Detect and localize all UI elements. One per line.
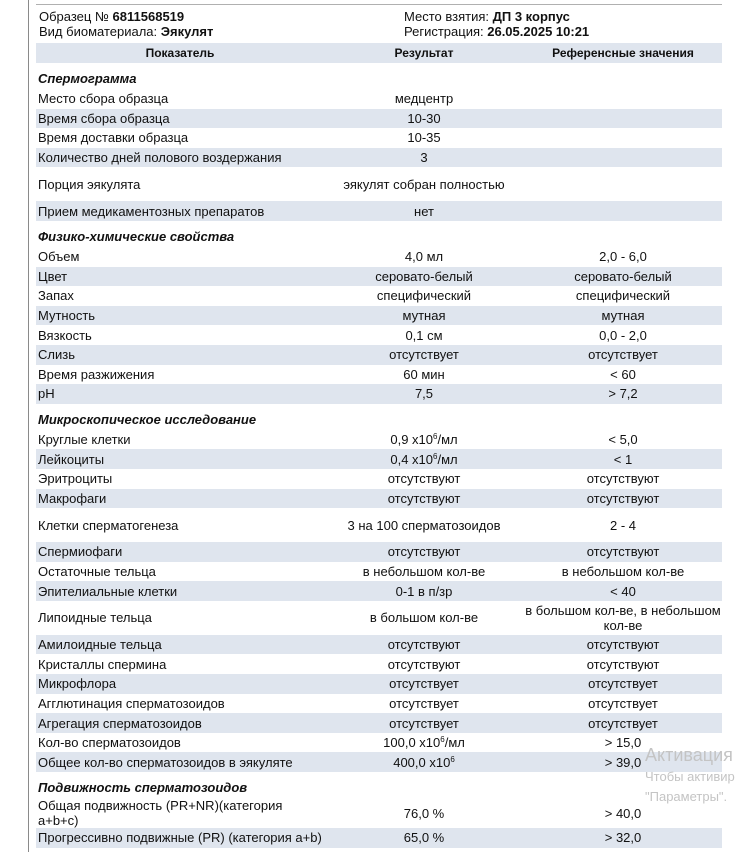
result-value bbox=[324, 601, 524, 635]
result-value bbox=[324, 267, 524, 287]
table-row bbox=[36, 508, 722, 542]
table-row bbox=[36, 562, 722, 582]
table-row bbox=[36, 89, 722, 109]
indicator-name: Кол-во сперматозоидов bbox=[38, 735, 181, 751]
table-row bbox=[36, 713, 722, 733]
result-value bbox=[324, 469, 524, 489]
result-text: эякулят собран полностью bbox=[343, 176, 505, 192]
result-text: 0,9 x10 bbox=[390, 432, 434, 448]
result-text: 4,0 мл bbox=[404, 249, 444, 265]
place-value: ДП 3 корпус bbox=[492, 9, 570, 24]
result-value bbox=[324, 635, 524, 655]
indicator-name: Эпителиальные клетки bbox=[36, 581, 324, 601]
table-row bbox=[36, 201, 722, 221]
result-text: 7,5 bbox=[414, 386, 434, 402]
result-value bbox=[324, 345, 524, 365]
result-text: 76,0 % bbox=[403, 805, 445, 821]
section-row bbox=[36, 404, 722, 430]
section-title: Подвижность сперматозоидов bbox=[36, 772, 722, 798]
result-value bbox=[324, 109, 524, 129]
reference-value: отсутствует bbox=[588, 695, 658, 711]
indicator-name: Цвет bbox=[36, 267, 324, 287]
indicator-name: Спермиофаги bbox=[36, 542, 324, 562]
result-value bbox=[324, 247, 524, 267]
reference-value bbox=[524, 128, 722, 148]
result-unit: /мл bbox=[437, 451, 458, 467]
section-row bbox=[36, 63, 722, 89]
table-header-row bbox=[36, 43, 722, 63]
result-exponent: 6 bbox=[440, 735, 445, 745]
result-unit: /мл bbox=[444, 735, 465, 751]
reference-value: отсутствуют bbox=[586, 656, 660, 672]
table-row bbox=[36, 635, 722, 655]
column-header-indicator: Показатель bbox=[36, 43, 324, 63]
table-row bbox=[36, 449, 722, 469]
indicator-name: Амилоидные тельца bbox=[36, 635, 324, 655]
table-row bbox=[36, 469, 722, 489]
result-value bbox=[324, 449, 524, 469]
result-value bbox=[324, 752, 524, 772]
section-title: Спермограмма bbox=[36, 63, 722, 89]
result-exponent: 6 bbox=[433, 432, 438, 442]
table-row bbox=[36, 345, 722, 365]
table-row bbox=[36, 601, 722, 635]
result-value bbox=[324, 201, 524, 221]
results-table bbox=[36, 43, 722, 848]
place-line bbox=[404, 9, 570, 24]
result-value bbox=[324, 694, 524, 714]
indicator-name: Прием медикаментозных препаратов bbox=[36, 201, 324, 221]
reference-value: > 7,2 bbox=[524, 384, 722, 404]
result-value bbox=[324, 489, 524, 509]
result-value bbox=[324, 128, 524, 148]
result-text: отсутствует bbox=[389, 695, 459, 711]
reference-value: отсутствуют bbox=[586, 471, 660, 487]
result-value bbox=[324, 828, 524, 848]
indicator-name: Время сбора образца bbox=[36, 109, 324, 129]
header-divider bbox=[36, 4, 722, 5]
table-row bbox=[36, 733, 722, 753]
result-text: 0,1 см bbox=[405, 327, 443, 343]
table-row bbox=[36, 430, 722, 450]
place-label: Место взятия: bbox=[404, 9, 489, 24]
result-value bbox=[324, 306, 524, 326]
indicator-name: pH bbox=[36, 384, 324, 404]
table-row bbox=[36, 247, 722, 267]
result-value bbox=[324, 148, 524, 168]
indicator-name: Липоидные тельца bbox=[38, 610, 152, 626]
table-row bbox=[36, 654, 722, 674]
indicator-name: Агрегация сперматозоидов bbox=[36, 713, 324, 733]
reference-value: отсутствует bbox=[524, 674, 722, 694]
reference-value: > 39,0 bbox=[524, 752, 722, 772]
indicator-name: Эритроциты bbox=[38, 471, 113, 487]
reference-value: < 60 bbox=[610, 366, 636, 382]
result-text: нет bbox=[414, 203, 434, 219]
result-text: отсутствуют bbox=[387, 544, 461, 560]
column-header-reference: Референсные значения bbox=[524, 43, 722, 63]
reference-value: серовато-белый bbox=[524, 267, 722, 287]
result-value bbox=[324, 384, 524, 404]
indicator-name: Макрофаги bbox=[36, 489, 324, 509]
result-unit: /мл bbox=[437, 432, 458, 448]
indicator-name: Место сбора образца bbox=[38, 91, 169, 107]
reference-value: 2 - 4 bbox=[609, 517, 636, 533]
table-row bbox=[36, 109, 722, 129]
reference-value: 0,0 - 2,0 bbox=[599, 327, 647, 343]
result-value bbox=[324, 286, 524, 306]
indicator-name: Запах bbox=[38, 288, 74, 304]
section-row bbox=[36, 221, 722, 247]
registration-line bbox=[404, 24, 589, 39]
indicator-name: Прогрессивно подвижные (PR) (категория a+b) bbox=[36, 828, 324, 848]
result-text: отсутствуют bbox=[387, 490, 461, 506]
result-text: отсутствует bbox=[389, 676, 459, 692]
result-value bbox=[324, 167, 524, 201]
table-row bbox=[36, 384, 722, 404]
reference-value: мутная bbox=[524, 306, 722, 326]
result-value bbox=[324, 713, 524, 733]
indicator-name: Лейкоциты bbox=[36, 449, 324, 469]
material-label: Вид биоматериала: bbox=[39, 24, 158, 39]
indicator-name: Круглые клетки bbox=[38, 432, 131, 448]
indicator-name: Количество дней полового воздержания bbox=[36, 148, 324, 168]
reference-value bbox=[524, 109, 722, 129]
result-value bbox=[324, 430, 524, 450]
table-row bbox=[36, 828, 722, 848]
reference-value: в небольшом кол-ве bbox=[561, 563, 685, 579]
activation-watermark-title: Активация bbox=[645, 745, 733, 765]
indicator-name: Клетки сперматогенеза bbox=[38, 517, 179, 533]
result-text: 10-35 bbox=[407, 130, 441, 146]
table-row bbox=[36, 674, 722, 694]
result-value bbox=[324, 733, 524, 753]
sample-number-line bbox=[39, 9, 184, 24]
result-text: 65,0 % bbox=[403, 830, 445, 846]
result-text: отсутствует bbox=[389, 347, 459, 363]
table-row bbox=[36, 581, 722, 601]
reference-value bbox=[524, 201, 722, 221]
result-value bbox=[324, 798, 524, 828]
table-row bbox=[36, 489, 722, 509]
result-text: отсутствует bbox=[389, 715, 459, 731]
result-value bbox=[324, 89, 524, 109]
material-line bbox=[39, 24, 213, 39]
result-value bbox=[324, 542, 524, 562]
reference-value: < 1 bbox=[524, 449, 722, 469]
reference-value bbox=[524, 89, 722, 109]
indicator-name: Время доставки образца bbox=[38, 130, 189, 146]
result-text: отсутствуют bbox=[387, 637, 461, 653]
result-text: 60 мин bbox=[403, 366, 445, 382]
result-text: серовато-белый bbox=[375, 268, 473, 284]
reference-value: в большом кол-ве, в небольшом кол-ве bbox=[525, 602, 721, 633]
result-text: мутная bbox=[402, 308, 446, 324]
indicator-name: Кристаллы спермина bbox=[38, 656, 167, 672]
result-text: отсутствуют bbox=[387, 656, 461, 672]
section-title: Физико-химические свойства bbox=[36, 221, 722, 247]
result-text: 3 bbox=[420, 150, 428, 166]
result-text: 0-1 в п/зр bbox=[395, 583, 453, 599]
reference-value: > 15,0 bbox=[604, 735, 642, 751]
indicator-name: Слизь bbox=[36, 345, 324, 365]
indicator-name: Агглютинация сперматозоидов bbox=[38, 695, 225, 711]
registration-label: Регистрация: bbox=[404, 24, 484, 39]
table-row bbox=[36, 148, 722, 168]
reference-value: > 32,0 bbox=[524, 828, 722, 848]
table-row bbox=[36, 128, 722, 148]
result-value bbox=[324, 674, 524, 694]
table-row bbox=[36, 306, 722, 326]
indicator-name: Вязкость bbox=[38, 327, 92, 343]
indicator-name: Мутность bbox=[36, 306, 324, 326]
indicator-name: Микрофлора bbox=[36, 674, 324, 694]
table-row bbox=[36, 365, 722, 385]
reference-value: отсутствует bbox=[524, 713, 722, 733]
column-header-result: Результат bbox=[324, 43, 524, 63]
table-row bbox=[36, 267, 722, 287]
result-text: 10-30 bbox=[407, 110, 441, 126]
result-text: в большом кол-ве bbox=[369, 610, 479, 626]
result-text: отсутствуют bbox=[387, 471, 461, 487]
reference-value bbox=[524, 148, 722, 168]
result-text: специфический bbox=[376, 288, 472, 304]
activation-watermark-line1: Чтобы активир bbox=[645, 769, 735, 784]
activation-watermark-line2: "Параметры". bbox=[645, 789, 728, 804]
indicator-name: Общее кол-во сперматозоидов в эякуляте bbox=[36, 752, 324, 772]
section-row bbox=[36, 772, 722, 798]
table-row bbox=[36, 542, 722, 562]
results-body bbox=[36, 63, 722, 848]
result-value bbox=[324, 325, 524, 345]
result-text: медцентр bbox=[394, 91, 454, 107]
reference-value: отсутствует bbox=[524, 345, 722, 365]
result-value bbox=[324, 365, 524, 385]
result-text: в небольшом кол-ве bbox=[362, 563, 486, 579]
reference-value: < 5,0 bbox=[608, 432, 638, 448]
reference-value: < 40 bbox=[524, 581, 722, 601]
indicator-name: Объем bbox=[38, 249, 80, 265]
sample-number: 6811568519 bbox=[112, 9, 185, 24]
table-row bbox=[36, 752, 722, 772]
reference-value: отсутствуют bbox=[524, 489, 722, 509]
registration-value: 26.05.2025 10:21 bbox=[487, 24, 590, 39]
result-value bbox=[324, 508, 524, 542]
indicator-name: Общая подвижность (PR+NR)(категория a+b+c) bbox=[38, 798, 283, 829]
result-value bbox=[324, 654, 524, 674]
result-text: 0,4 x10 bbox=[390, 451, 434, 467]
reference-value: 2,0 - 6,0 bbox=[599, 249, 647, 265]
result-value bbox=[324, 562, 524, 582]
reference-value: специфический bbox=[575, 288, 671, 304]
indicator-name: Остаточные тельца bbox=[38, 563, 156, 579]
reference-value: отсутствуют bbox=[524, 542, 722, 562]
result-exponent: 6 bbox=[433, 451, 438, 461]
material-value: Эякулят bbox=[160, 24, 214, 39]
indicator-name: Порция эякулята bbox=[38, 176, 141, 192]
table-row bbox=[36, 286, 722, 306]
result-text: 400,0 x10 bbox=[393, 754, 451, 770]
indicator-name: Время разжижения bbox=[38, 366, 155, 382]
reference-value: отсутствуют bbox=[524, 635, 722, 655]
table-row bbox=[36, 798, 722, 828]
section-title: Микроскопическое исследование bbox=[36, 404, 722, 430]
table-row bbox=[36, 167, 722, 201]
reference-value: > 40,0 bbox=[604, 805, 642, 821]
table-row bbox=[36, 325, 722, 345]
result-exponent: 6 bbox=[450, 754, 455, 764]
reference-value bbox=[524, 167, 722, 201]
result-text: 100,0 x10 bbox=[383, 735, 441, 751]
table-row bbox=[36, 694, 722, 714]
result-text: 3 на 100 сперматозоидов bbox=[347, 517, 501, 533]
sample-label: Образец № bbox=[39, 9, 109, 24]
result-value bbox=[324, 581, 524, 601]
